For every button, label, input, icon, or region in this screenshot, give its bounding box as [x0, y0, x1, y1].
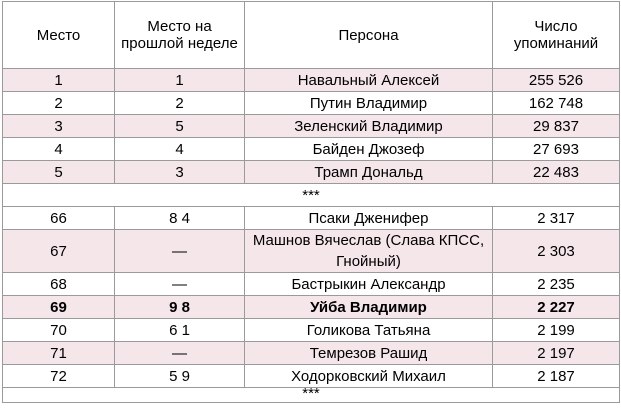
previous-rank-cell: 6 1	[115, 319, 245, 342]
rank-cell: 67	[3, 230, 115, 273]
rank-cell: 3	[3, 115, 115, 138]
table-row	[3, 296, 620, 319]
mentions-cell: 27 693	[493, 138, 620, 161]
table-row	[3, 207, 620, 230]
mentions-cell: 2 197	[493, 342, 620, 365]
mentions-cell: 255 526	[493, 69, 620, 92]
header-mentions: Число упоминаний	[493, 2, 620, 69]
table-row	[3, 115, 620, 138]
mentions-cell: 162 748	[493, 92, 620, 115]
person-cell: Байден Джозеф	[245, 138, 493, 161]
top-rows	[3, 69, 620, 184]
person-cell: Машнов Вячеслав (Слава КПСС, Гнойный)	[245, 230, 493, 273]
rank-cell: 5	[3, 161, 115, 184]
person-cell: Ходорковский Михаил	[245, 365, 493, 388]
mentions-cell: 2 199	[493, 319, 620, 342]
previous-rank-cell: —	[115, 273, 245, 296]
mentions-cell: 2 303	[493, 230, 620, 273]
rank-cell: 70	[3, 319, 115, 342]
person-cell: Голикова Татьяна	[245, 319, 493, 342]
rank-cell: 68	[3, 273, 115, 296]
rank-cell: 66	[3, 207, 115, 230]
separator-row-end	[3, 388, 620, 403]
mentions-ranking-table	[2, 1, 620, 403]
person-cell: Зеленский Владимир	[245, 115, 493, 138]
header-rank: Место	[3, 2, 115, 69]
separator-rows	[3, 184, 620, 207]
mentions-cell: 22 483	[493, 161, 620, 184]
separator-row	[3, 184, 620, 207]
previous-rank-cell: 3	[115, 161, 245, 184]
person-cell: Путин Владимир	[245, 92, 493, 115]
previous-rank-cell: 9 8	[115, 296, 245, 319]
table-row	[3, 319, 620, 342]
person-cell: Бастрыкин Александр	[245, 273, 493, 296]
mentions-cell: 2 235	[493, 273, 620, 296]
header-previous-rank: Место на прошлой неделе	[115, 2, 245, 69]
header-person: Персона	[245, 2, 493, 69]
previous-rank-cell: 1	[115, 69, 245, 92]
mentions-cell: 2 317	[493, 207, 620, 230]
bottom-rows	[3, 207, 620, 388]
mentions-cell: 29 837	[493, 115, 620, 138]
separator-rows-end	[3, 385, 620, 403]
rank-cell: 69	[3, 296, 115, 319]
table-header-row	[3, 2, 620, 69]
person-cell: Трамп Дональд	[245, 161, 493, 184]
rank-cell: 1	[3, 69, 115, 92]
mentions-cell: 2 187	[493, 365, 620, 388]
rank-cell: 71	[3, 342, 115, 365]
rank-cell: 4	[3, 138, 115, 161]
mentions-cell: 2 227	[493, 296, 620, 319]
table-row	[3, 138, 620, 161]
separator-text-end: ***	[3, 388, 620, 403]
table-row	[3, 342, 620, 365]
table-row	[3, 230, 620, 273]
rank-cell: 2	[3, 92, 115, 115]
previous-rank-cell: 2	[115, 92, 245, 115]
previous-rank-cell: 5 9	[115, 365, 245, 388]
previous-rank-cell: 4	[115, 138, 245, 161]
person-cell: Темрезов Рашид	[245, 342, 493, 365]
previous-rank-cell: —	[115, 342, 245, 365]
previous-rank-cell: 8 4	[115, 207, 245, 230]
table-row	[3, 92, 620, 115]
previous-rank-cell: 5	[115, 115, 245, 138]
table-row	[3, 273, 620, 296]
separator-text: ***	[3, 184, 620, 207]
rank-cell: 72	[3, 365, 115, 388]
table-row	[3, 161, 620, 184]
person-cell: Уйба Владимир	[245, 296, 493, 319]
person-cell: Навальный Алексей	[245, 69, 493, 92]
table-row	[3, 69, 620, 92]
previous-rank-cell: —	[115, 230, 245, 273]
person-cell: Псаки Дженифер	[245, 207, 493, 230]
